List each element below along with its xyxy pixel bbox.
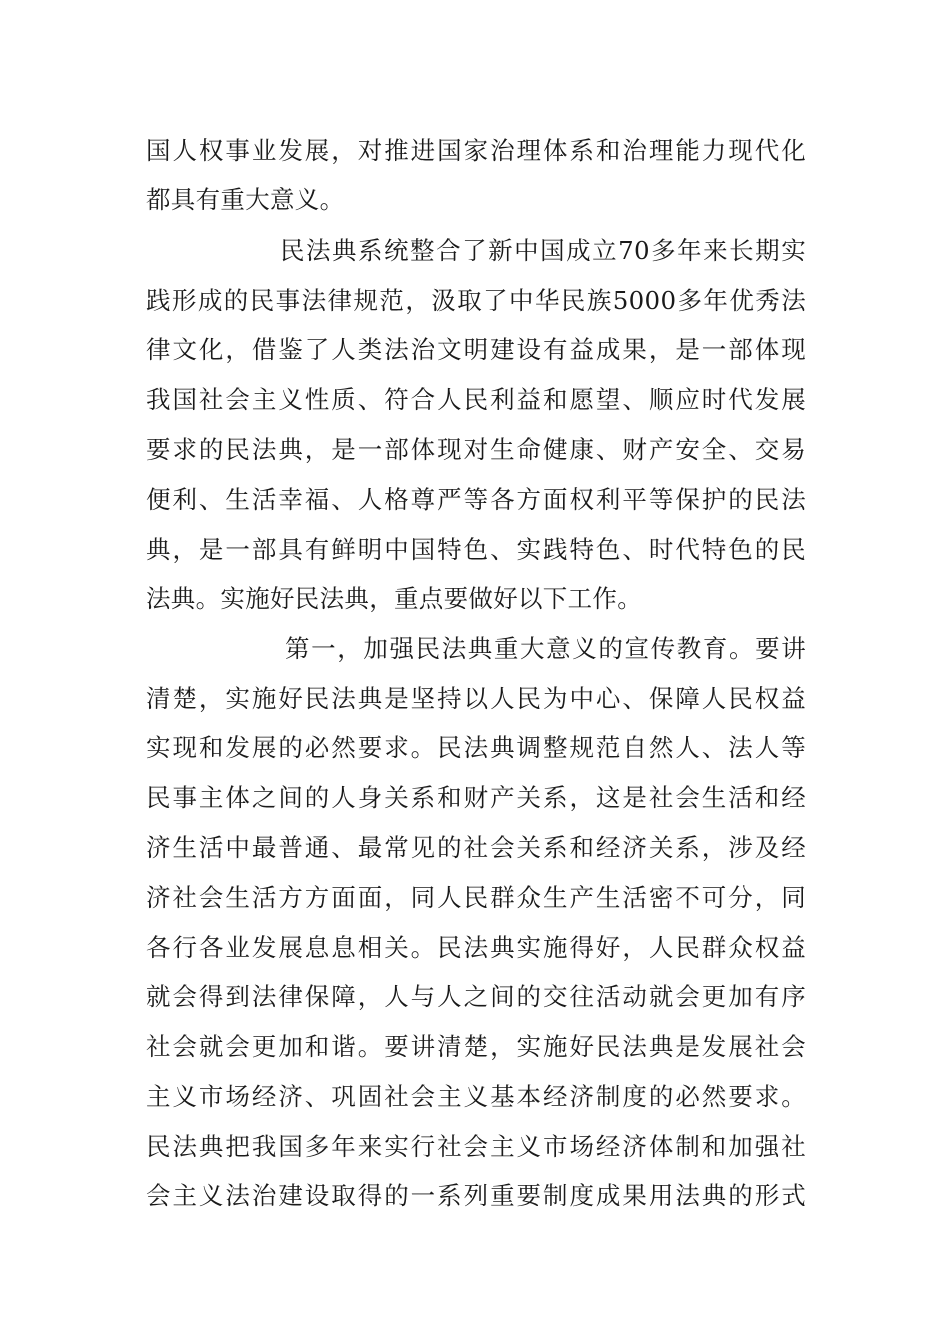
text-line: 会主义法治建设取得的一系列重要制度成果用法典的形式	[146, 1181, 806, 1210]
text-line: 要求的民法典，是一部体现对生命健康、财产安全、交易	[146, 435, 806, 464]
text-line: 便利、生活幸福、人格尊严等各方面权利平等保护的民法	[146, 485, 806, 514]
text-line: 社会就会更加和谐。要讲清楚，实施好民法典是发展社会	[146, 1032, 806, 1061]
text-line: 我国社会主义性质、符合人民利益和愿望、顺应时代发展	[146, 385, 806, 414]
text-line: 济社会生活方方面面，同人民群众生产生活密不可分，同	[146, 883, 806, 912]
text-line: 济生活中最普通、最常见的社会关系和经济关系，涉及经	[146, 833, 806, 862]
text-line: 法典。实施好民法典，重点要做好以下工作。	[146, 584, 642, 613]
text-line: 清楚，实施好民法典是坚持以人民为中心、保障人民权益	[146, 684, 806, 713]
paragraph-first-line: 第一，加强民法典重大意义的宣传教育。要讲	[285, 634, 806, 663]
text-line: 民事主体之间的人身关系和财产关系，这是社会生活和经	[146, 783, 806, 812]
text-line: 民法典把我国多年来实行社会主义市场经济体制和加强社	[146, 1132, 806, 1161]
text-line: 践形成的民事法律规范，汲取了中华民族5000多年优秀法	[146, 286, 806, 315]
text-line: 国人权事业发展，对推进国家治理体系和治理能力现代化	[146, 136, 806, 165]
text-line: 律文化，借鉴了人类法治文明建设有益成果，是一部体现	[146, 335, 806, 364]
text-line: 都具有重大意义。	[146, 185, 345, 214]
text-line: 实现和发展的必然要求。民法典调整规范自然人、法人等	[146, 733, 806, 762]
text-line: 主义市场经济、巩固社会主义基本经济制度的必然要求。	[146, 1082, 806, 1111]
text-line: 就会得到法律保障，人与人之间的交往活动就会更加有序	[146, 982, 806, 1011]
text-line: 典，是一部具有鲜明中国特色、实践特色、时代特色的民	[146, 535, 806, 564]
text-line: 各行各业发展息息相关。民法典实施得好，人民群众权益	[146, 933, 806, 962]
paragraph-first-line: 民法典系统整合了新中国成立70多年来长期实	[280, 236, 806, 265]
